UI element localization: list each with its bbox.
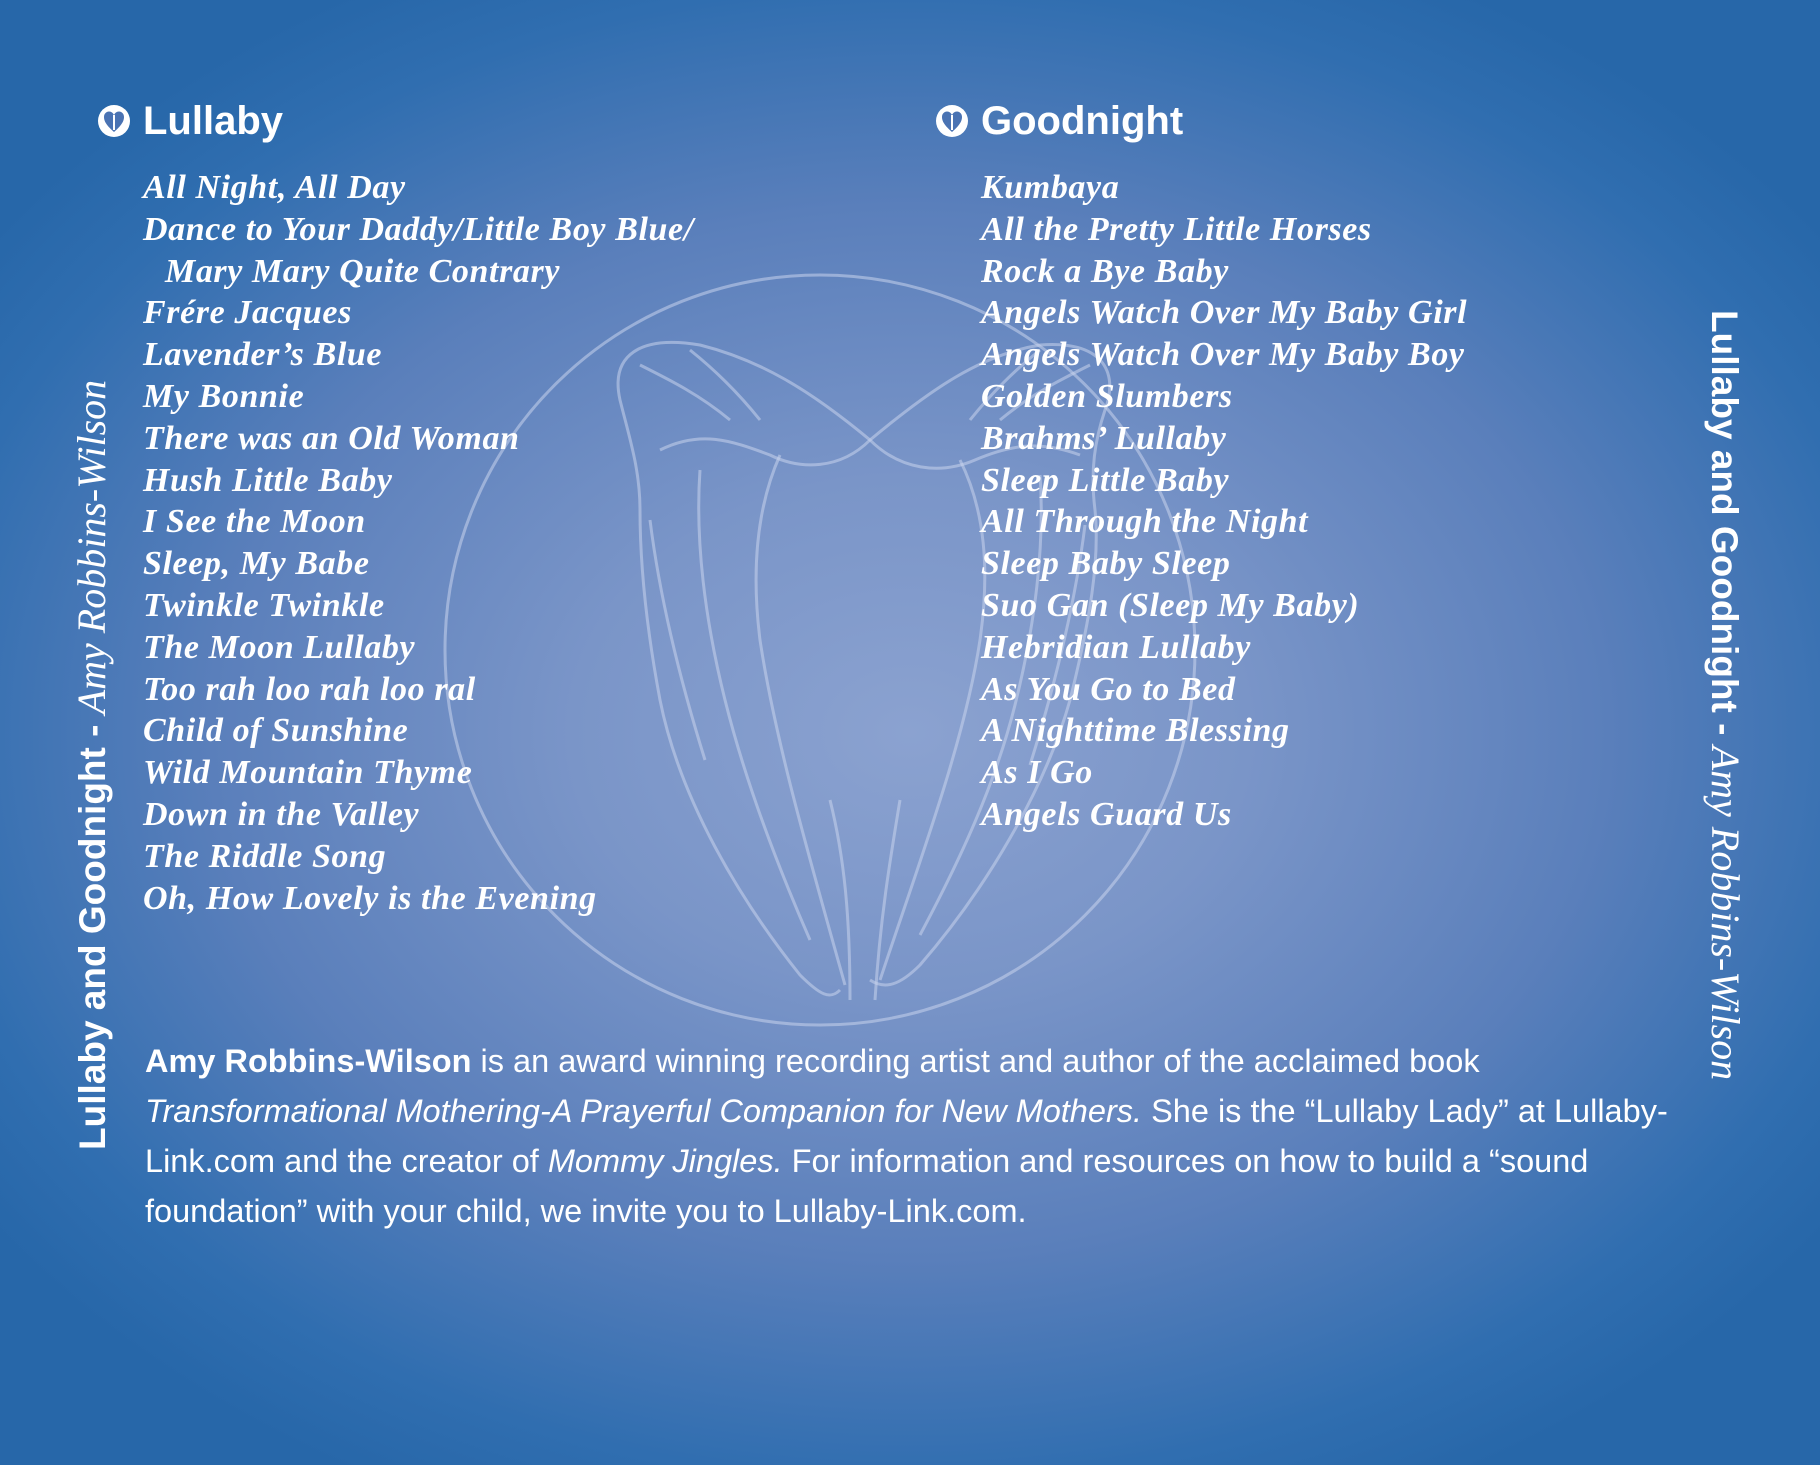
bio-book-title: Transformational Mothering-A Prayerful Companion for New Mothers. [145,1092,1143,1129]
spine-left-album: Lullaby and Goodnight - [72,724,113,1150]
lullaby-track-list [97,167,694,919]
track-item: Wild Mountain Thyme [143,754,473,792]
track-item: Hebridian Lullaby [981,628,1251,666]
bio-text: is an award winning recording artist and author of the acclaimed book [471,1042,1480,1079]
track-item: Angels Watch Over My Baby Boy [981,336,1465,374]
lullaby-title: Lullaby [143,98,284,143]
bio-text: For information and resources on how to build a “sound foundation” with your child, we invite you to Lullaby-Link.com. [145,1142,1589,1229]
track-item: Angels Guard Us [981,795,1232,833]
track-item: All the Pretty Little Horses [981,210,1372,248]
track-item: There was an Old Woman [143,419,520,457]
track-item: Sleep, My Babe [143,545,370,583]
track-item: All Through the Night [981,503,1309,541]
track-item: Brahms’ Lullaby [981,419,1227,457]
track-item: Twinkle Twinkle [143,586,385,624]
goodnight-section [935,95,1467,836]
artist-bio [145,1036,1705,1236]
heart-icon [97,104,131,138]
spine-right-album: Lullaby and Goodnight - [1704,310,1745,736]
bio-text: She is the “Lullaby Lady” at Lullaby-Link.com and the creator of [145,1092,1668,1179]
lullaby-section [97,95,694,919]
track-item: The Riddle Song [143,837,387,875]
track-item: Oh, How Lovely is the Evening [143,879,597,917]
bio-product-name: Mommy Jingles. [547,1142,783,1179]
spine-right-artist: Amy Robbins-Wilson [1703,745,1748,1081]
track-item: The Moon Lullaby [143,628,416,666]
track-item: Golden Slumbers [981,377,1233,415]
track-item: Down in the Valley [143,795,420,833]
track-item: Dance to Your Daddy/Little Boy Blue/ [143,210,694,248]
track-item: Kumbaya [981,169,1120,206]
heart-icon [935,104,969,138]
spine-left-artist: Amy Robbins-Wilson [69,379,114,715]
lullaby-heading [97,95,694,147]
track-item: Sleep Baby Sleep [981,545,1231,583]
track-item: As I Go [981,754,1093,792]
track-item: Suo Gan (Sleep My Baby) [981,586,1360,624]
goodnight-track-list [935,167,1467,836]
track-item: Sleep Little Baby [981,461,1230,499]
track-item: As You Go to Bed [981,670,1236,708]
track-item: My Bonnie [143,377,305,415]
track-item: Rock a Bye Baby [981,252,1229,290]
bio-artist-name: Amy Robbins-Wilson [145,1042,472,1079]
track-item: Frére Jacques [143,294,352,332]
track-item: Mary Mary Quite Contrary [165,252,561,290]
track-item: Hush Little Baby [143,461,393,499]
track-item: Child of Sunshine [143,712,409,750]
track-item: Lavender’s Blue [143,336,383,374]
track-item: All Night, All Day [143,169,406,206]
track-item: Angels Watch Over My Baby Girl [981,294,1468,332]
goodnight-heading [935,95,1467,147]
spine-right-title [1703,310,1748,1081]
track-item: Too rah loo rah loo ral [143,670,476,708]
goodnight-title: Goodnight [981,98,1184,143]
track-item: I See the Moon [143,503,366,541]
track-item: A Nighttime Blessing [981,712,1290,750]
